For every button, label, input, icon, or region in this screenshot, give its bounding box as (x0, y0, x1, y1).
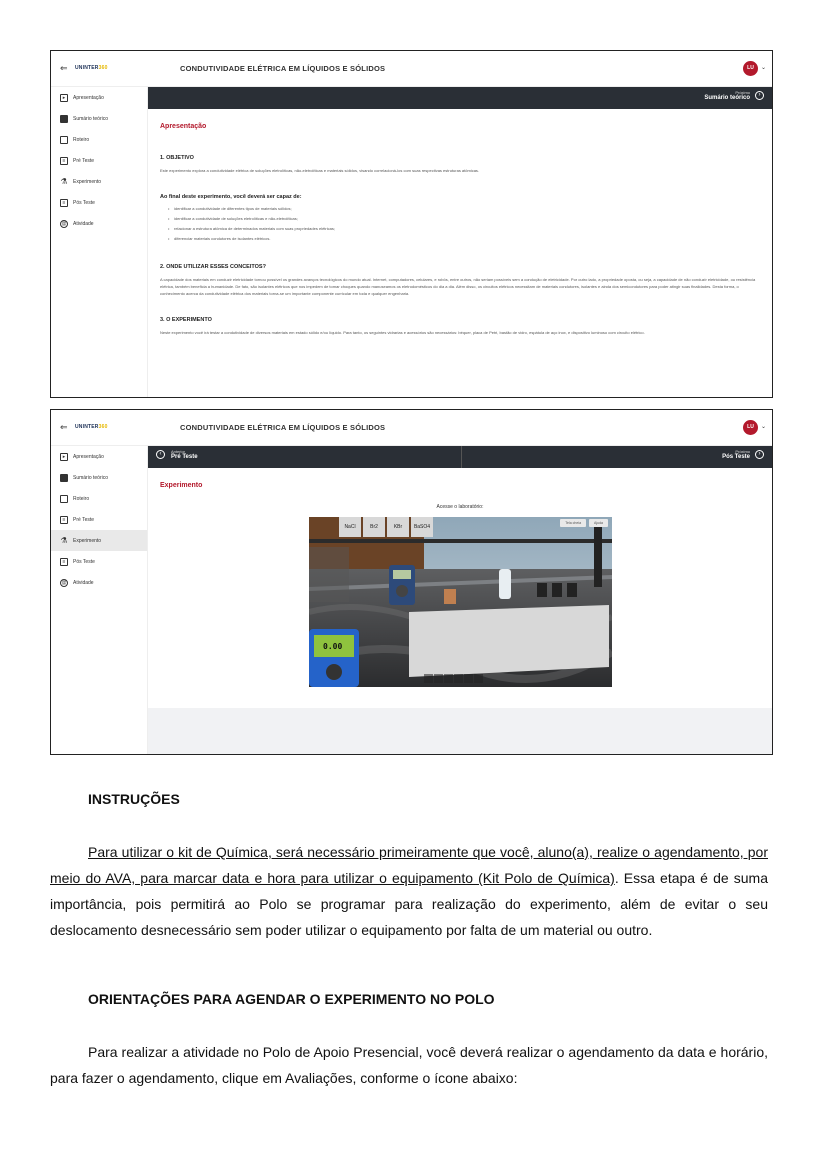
chevron-right-icon: › (755, 91, 764, 100)
sidebar-item-label: Apresentação (73, 94, 104, 101)
sidebar-item-pre-teste[interactable] (51, 509, 147, 530)
toolbar-slot[interactable] (424, 674, 433, 683)
virtual-lab-viewport[interactable] (309, 517, 612, 687)
document-icon: ≡ (60, 558, 68, 566)
previous-step-title: Pré Teste (171, 454, 198, 460)
objectives-list (160, 204, 762, 244)
list-item: • identificar a condutividade de soluções eletrolíticas e não-eletrolíticas; (160, 214, 762, 224)
chevron-down-icon[interactable]: ⌄ (760, 424, 766, 430)
sidebar (51, 446, 148, 754)
instrucoes-heading: INSTRUÇÕES (88, 791, 180, 807)
sidebar-item-label: Experimento (73, 178, 102, 185)
list-item: • identificar a condutividade de diferentes tipos de materiais sólidos; (160, 204, 762, 214)
chevron-left-icon: ‹ (156, 450, 165, 459)
toolbar-slot[interactable] (464, 674, 473, 683)
lab-caption: Acesse o laboratório: (436, 504, 484, 510)
chevron-right-icon: › (755, 450, 764, 459)
flask-icon: ⚗ (60, 176, 68, 186)
sidebar-item-atividade[interactable] (51, 572, 147, 593)
instrucoes-paragraph (50, 839, 768, 943)
reagent-jar[interactable]: KBr (387, 517, 409, 537)
activity-icon: @ (61, 220, 67, 227)
sidebar-item-experimento[interactable] (51, 171, 147, 192)
reagent-jar[interactable]: BaSO4 (411, 517, 433, 537)
sidebar-item-pos-teste[interactable] (51, 192, 147, 213)
activity-icon: @ (61, 579, 67, 586)
top-bar (51, 410, 772, 446)
lab-controls (560, 519, 608, 527)
sidebar-item-pre-teste[interactable] (51, 150, 147, 171)
sidebar-item-label: Apresentação (73, 453, 104, 460)
toolbar-slot[interactable] (444, 674, 453, 683)
sidebar-item-label: Sumário teórico (73, 474, 109, 481)
course-title: CONDUTIVIDADE ELÉTRICA EM LÍQUIDOS E SÓLIDOS (180, 423, 386, 432)
multimeter-reading: 0.00 (323, 642, 343, 651)
final-heading: Ao final deste experimento, você deverá ser capaz de: (160, 194, 302, 200)
next-step-button[interactable] (704, 90, 764, 101)
lab-scene (309, 517, 612, 687)
lab-toolbar (424, 674, 483, 683)
book-icon (60, 115, 68, 123)
reagent-jar[interactable]: NaCl (339, 517, 361, 537)
orientacoes-heading: ORIENTAÇÕES PARA AGENDAR O EXPERIMENTO NO POLO (88, 991, 495, 1007)
sidebar (51, 87, 148, 397)
sidebar-item-label: Sumário teórico (73, 115, 109, 122)
sidebar-item-pos-teste[interactable] (51, 551, 147, 572)
clipboard-icon (60, 495, 68, 503)
document-icon: ≡ (60, 199, 68, 207)
sidebar-item-apresentacao[interactable] (51, 87, 147, 108)
sidebar-item-label: Atividade (73, 220, 94, 227)
presentation-icon: ▸ (60, 453, 68, 461)
onde-text: A capacidade dos materiais em conduzir eletricidade tornou possível os grandes avanços tecnológicos do mundo atual. Internet, computadores, celulares, e robôs, entre outros, não seriam possíveis sem a condução de eletricidade. Por outro lado, a propriedade oposta, ou seja, a capacidade de não conduzir eletricidade, ou resistência elétrica, também beneficia a humanidade. De fato, são isolantes elétricos que nos impedem de tomar choques quando manuseamos os eletrodomésticos do dia a dia. Além disso, os circuitos elétricos necessitam de materiais condutores, isolantes e ainda dos semicondutores para poder atingir suas finalidades. Desta forma, o conhecimento acerca da condutividade elétrica dos materiais torna-se um importante componente curricular em toda e qualquer engenharia. (160, 277, 756, 296)
experimento-content (148, 468, 772, 754)
document-icon: ≡ (60, 516, 68, 524)
previous-step-button[interactable] (156, 449, 198, 460)
sidebar-item-roteiro[interactable] (51, 488, 147, 509)
sidebar-item-label: Pré Teste (73, 516, 95, 523)
sidebar-item-atividade[interactable] (51, 213, 147, 234)
clipboard-icon (60, 136, 68, 144)
back-arrow-icon[interactable]: ⇐ (60, 63, 68, 73)
sidebar-item-experimento[interactable] (51, 530, 147, 551)
sidebar-item-apresentacao[interactable] (51, 446, 147, 467)
fullscreen-button[interactable]: Tela cheia (560, 519, 586, 527)
uninter-logo: UNINTER360 (75, 65, 108, 71)
sidebar-item-label: Experimento (73, 537, 102, 544)
user-avatar[interactable]: LU (743, 61, 758, 76)
document-icon: ≡ (60, 157, 68, 165)
screenshot-experimento (50, 409, 773, 755)
sidebar-item-label: Pós Teste (73, 199, 95, 206)
sidebar-item-label: Atividade (73, 579, 94, 586)
next-step-button[interactable] (722, 449, 764, 460)
next-label: Próximo (735, 449, 750, 454)
sidebar-item-roteiro[interactable] (51, 129, 147, 150)
step-navbar (148, 446, 772, 468)
sidebar-item-label: Pós Teste (73, 558, 95, 565)
instrucoes-text: . Essa etapa é de suma importância, pois permitirá ao Polo se programar para realização do experimento, além de evitar o seu deslocamento desnecessário sem poder utilizar o equipamento por falta de um material ou outro. (50, 870, 768, 938)
toolbar-slot[interactable] (454, 674, 463, 683)
list-item: • relacionar a estrutura atômica de determinados materiais com suas propriedades elétricas; (160, 224, 762, 234)
flask-icon: ⚗ (60, 535, 68, 545)
sidebar-item-sumario[interactable] (51, 108, 147, 129)
screenshot-apresentacao (50, 50, 773, 398)
course-title: CONDUTIVIDADE ELÉTRICA EM LÍQUIDOS E SÓLIDOS (180, 64, 386, 73)
toolbar-slot[interactable] (434, 674, 443, 683)
objetivo-text: Este experimento explora a condutividade elétrica de soluções eletrolíticas, não-eletrolíticas e materiais sólidos, visando correlacioná-los com suas respectivas estruturas atômicas. (160, 168, 480, 173)
uninter-logo: UNINTER360 (75, 424, 108, 430)
reagent-jar[interactable]: Br2 (363, 517, 385, 537)
sidebar-item-label: Roteiro (73, 136, 90, 143)
experimento-heading: 3. O EXPERIMENTO (160, 317, 212, 323)
reagent-shelf (309, 517, 433, 537)
previous-label: Anterior (171, 449, 186, 454)
help-button[interactable]: Ajuda (589, 519, 608, 527)
onde-heading: 2. ONDE UTILIZAR ESSES CONCEITOS? (160, 264, 266, 270)
experimento-text: Neste experimento você irá testar a condutividade de diversos materiais em estado sólido e/ou líquido. Para tanto, os seguintes vidrarias e acessórios são necessários: béquer, placa de Petri, bastão de vidro, espátula de aço inox, e dispositivo luminoso com circuito elétrico. (160, 330, 645, 335)
top-bar (51, 51, 772, 87)
sidebar-item-label: Pré Teste (73, 157, 95, 164)
next-step-title: Sumário teórico (704, 95, 750, 101)
presentation-icon: ▸ (60, 94, 68, 102)
instrucoes-underlined-text: Para utilizar o kit de Química, será necessário primeiramente que você, aluno(a), realize o agendamento, por meio do AVA, para marcar data e hora para utilizar o equipamento (Kit Polo de Química) (50, 844, 768, 886)
orientacoes-paragraph: Para realizar a atividade no Polo de Apoio Presencial, você deverá realizar o agendamento da data e horário, para fazer o agendamento, clique em Avaliações, conforme o ícone abaixo: (50, 1044, 768, 1086)
toolbar-slot[interactable] (474, 674, 483, 683)
book-icon (60, 474, 68, 482)
sidebar-item-label: Roteiro (73, 495, 90, 502)
section-title: Experimento (160, 482, 203, 489)
next-label: Próximo (735, 90, 750, 95)
next-step-title: Pós Teste (722, 454, 750, 460)
chevron-down-icon[interactable]: ⌄ (760, 65, 766, 71)
list-item: • diferenciar materiais condutores de isolantes elétricos. (160, 234, 762, 244)
user-avatar[interactable]: LU (743, 420, 758, 435)
nav-divider (461, 446, 462, 468)
footer-area (148, 708, 772, 754)
apresentacao-content (148, 109, 772, 397)
back-arrow-icon[interactable]: ⇐ (60, 422, 68, 432)
step-navbar (148, 87, 772, 109)
sidebar-item-sumario[interactable] (51, 467, 147, 488)
section-title: Apresentação (160, 123, 207, 130)
objetivo-heading: 1. OBJETIVO (160, 155, 194, 161)
